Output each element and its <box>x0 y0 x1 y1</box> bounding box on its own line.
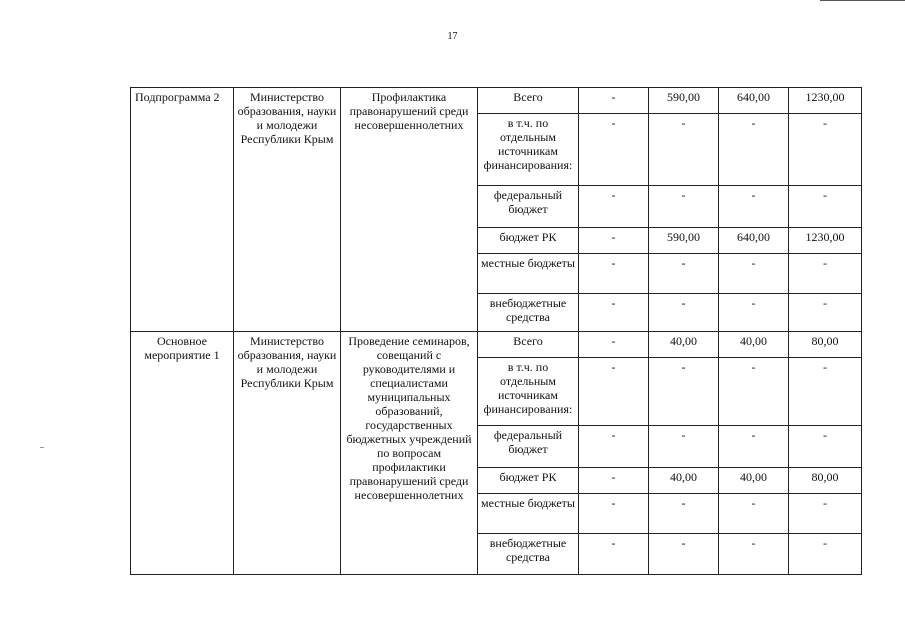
funding-source-cell: местные бюджеты <box>478 494 579 534</box>
value-cell: - <box>649 358 719 426</box>
value-cell: - <box>649 494 719 534</box>
value-cell: - <box>579 254 649 294</box>
value-cell: - <box>719 494 789 534</box>
value-cell: - <box>579 358 649 426</box>
value-cell: - <box>789 294 862 332</box>
value-cell: - <box>579 114 649 186</box>
value-cell: 590,00 <box>649 228 719 254</box>
value-cell: 40,00 <box>649 332 719 358</box>
value-cell: - <box>649 186 719 228</box>
value-cell: - <box>579 186 649 228</box>
value-cell: - <box>719 534 789 575</box>
value-cell: - <box>789 254 862 294</box>
funding-source-cell: федеральный бюджет <box>478 186 579 228</box>
value-cell: 640,00 <box>719 88 789 114</box>
funding-source-cell: в т.ч. по отдельным источникам финансирования: <box>478 114 579 186</box>
value-cell: - <box>719 114 789 186</box>
funding-source-cell: Всего <box>478 332 579 358</box>
value-cell: - <box>579 228 649 254</box>
value-cell: - <box>579 426 649 468</box>
funding-source-cell: бюджет РК <box>478 228 579 254</box>
measure-name-cell: Профилактика правонарушений среди несовершеннолетних <box>341 88 478 332</box>
value-cell: - <box>649 294 719 332</box>
value-cell: - <box>719 254 789 294</box>
executor-cell: Министерство образования, науки и молодежи Республики Крым <box>234 332 341 575</box>
value-cell: 80,00 <box>789 468 862 494</box>
value-cell: - <box>719 186 789 228</box>
value-cell: 1230,00 <box>789 228 862 254</box>
measure-name-cell: Проведение семинаров, совещаний с руководителями и специалистами муниципальных образований, государственных бюджетных учреждений по вопросам профилактики правонарушений среди несовершеннолетних <box>341 332 478 575</box>
funding-source-cell: федеральный бюджет <box>478 426 579 468</box>
value-cell: 590,00 <box>649 88 719 114</box>
value-cell: - <box>579 468 649 494</box>
value-cell: - <box>579 494 649 534</box>
value-cell: 40,00 <box>719 468 789 494</box>
value-cell: - <box>789 186 862 228</box>
value-cell: - <box>579 88 649 114</box>
value-cell: 640,00 <box>719 228 789 254</box>
value-cell: - <box>789 494 862 534</box>
value-cell: 1230,00 <box>789 88 862 114</box>
funding-source-cell: бюджет РК <box>478 468 579 494</box>
value-cell: - <box>719 426 789 468</box>
value-cell: - <box>789 534 862 575</box>
value-cell: - <box>649 534 719 575</box>
value-cell: - <box>719 294 789 332</box>
table-row <box>131 88 862 114</box>
table-row <box>131 332 862 358</box>
value-cell: - <box>789 114 862 186</box>
value-cell: - <box>789 358 862 426</box>
funding-source-cell: внебюджетные средства <box>478 294 579 332</box>
value-cell: - <box>789 426 862 468</box>
executor-cell: Министерство образования, науки и молодежи Республики Крым <box>234 88 341 332</box>
budget-table <box>130 87 862 575</box>
value-cell: - <box>649 114 719 186</box>
value-cell: 80,00 <box>789 332 862 358</box>
value-cell: - <box>579 534 649 575</box>
funding-source-cell: внебюджетные средства <box>478 534 579 575</box>
page-number: 17 <box>447 31 458 42</box>
margin-mark <box>40 447 44 448</box>
value-cell: - <box>579 332 649 358</box>
value-cell: - <box>649 426 719 468</box>
value-cell: 40,00 <box>719 332 789 358</box>
subprogram-cell: Основное мероприятие 1 <box>131 332 234 575</box>
funding-source-cell: в т.ч. по отдельным источникам финансирования: <box>478 358 579 426</box>
value-cell: - <box>719 358 789 426</box>
top-edge-rule <box>820 0 905 1</box>
value-cell: - <box>579 294 649 332</box>
value-cell: 40,00 <box>649 468 719 494</box>
funding-source-cell: Всего <box>478 88 579 114</box>
funding-source-cell: местные бюджеты <box>478 254 579 294</box>
value-cell: - <box>649 254 719 294</box>
subprogram-cell: Подпрограмма 2 <box>131 88 234 332</box>
